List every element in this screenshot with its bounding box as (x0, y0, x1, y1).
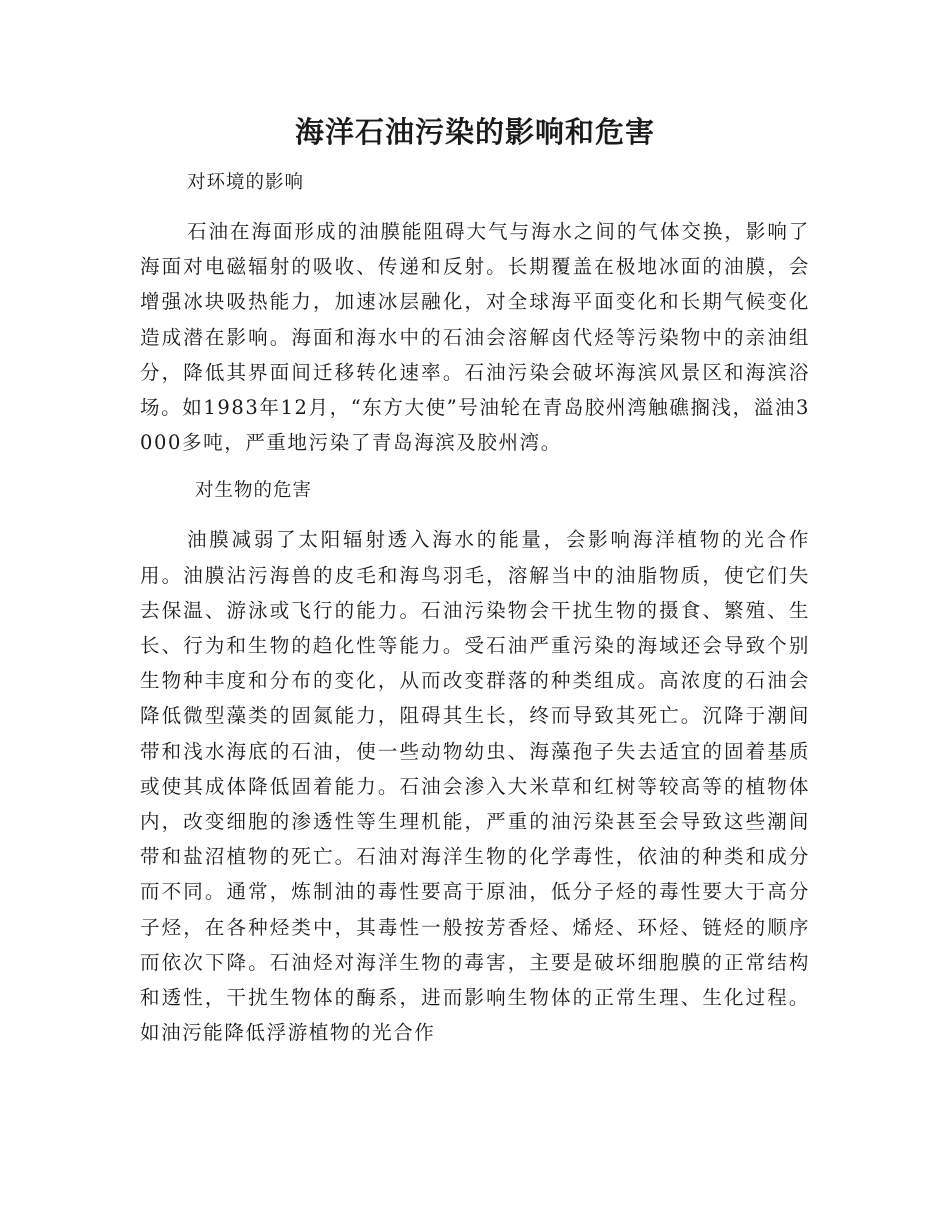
section-heading-biology: 对生物的危害 (195, 480, 313, 502)
section-environment (140, 166, 810, 460)
paragraph-environment: 石油在海面形成的油膜能阻碍大气与海水之间的气体交换，影响了海面对电磁辐射的吸收、传递和反射。长期覆盖在极地冰面的油膜，会增强冰块吸热能力，加速冰层融化，对全球海平面变化和长期气候变化造成潜在影响。海面和海水中的石油会溶解卤代烃等污染物中的亲油组分，降低其界面间迁移转化速率。石油污染会破坏海滨风景区和海滨浴场。如1983年12月，“东方大使”号油轮在青岛胶州湾触礁搁浅，溢油3000多吨，严重地污染了青岛海滨及胶州湾。 (140, 220, 810, 455)
section-heading-environment: 对环境的影响 (187, 172, 305, 193)
paragraph-biology: 油膜减弱了太阳辐射透入海水的能量，会影响海洋植物的光合作用。油膜沾污海兽的皮毛和海鸟羽毛，溶解当中的油脂物质，使它们失去保温、游泳或飞行的能力。石油污染物会干扰生物的摄食、繁殖、生长、行为和生物的趋化性等能力。受石油严重污染的海域还会导致个别生物种丰度和分布的变化，从而改变群落的种类组成。高浓度的石油会降低微型藻类的固氮能力，阻碍其生长，终而导致其死亡。沉降于潮间带和浅水海底的石油，使一些动物幼虫、海藻孢子失去适宜的固着基质或使其成体降低固着能力。石油会渗入大米草和红树等较高等的植物体内，改变细胞的渗透性等生理机能，严重的油污染甚至会导致这些潮间带和盐沼植物的死亡。石油对海洋生物的化学毒性，依油的种类和成分而不同。通常，炼制油的毒性要高于原油，低分子烃的毒性要大于高分子烃，在各种烃类中，其毒性一般按芳香烃、烯烃、环烃、链烃的顺序而依次下降。石油烃对海洋生物的毒害，主要是破坏细胞膜的正常结构和透性，干扰生物体的酶系，进而影响生物体的正常生理、生化过程。如油污能降低浮游植物的光合作 (140, 528, 810, 1045)
section-biology (140, 474, 810, 1050)
document-title: 海洋石油污染的影响和危害 (294, 115, 655, 149)
